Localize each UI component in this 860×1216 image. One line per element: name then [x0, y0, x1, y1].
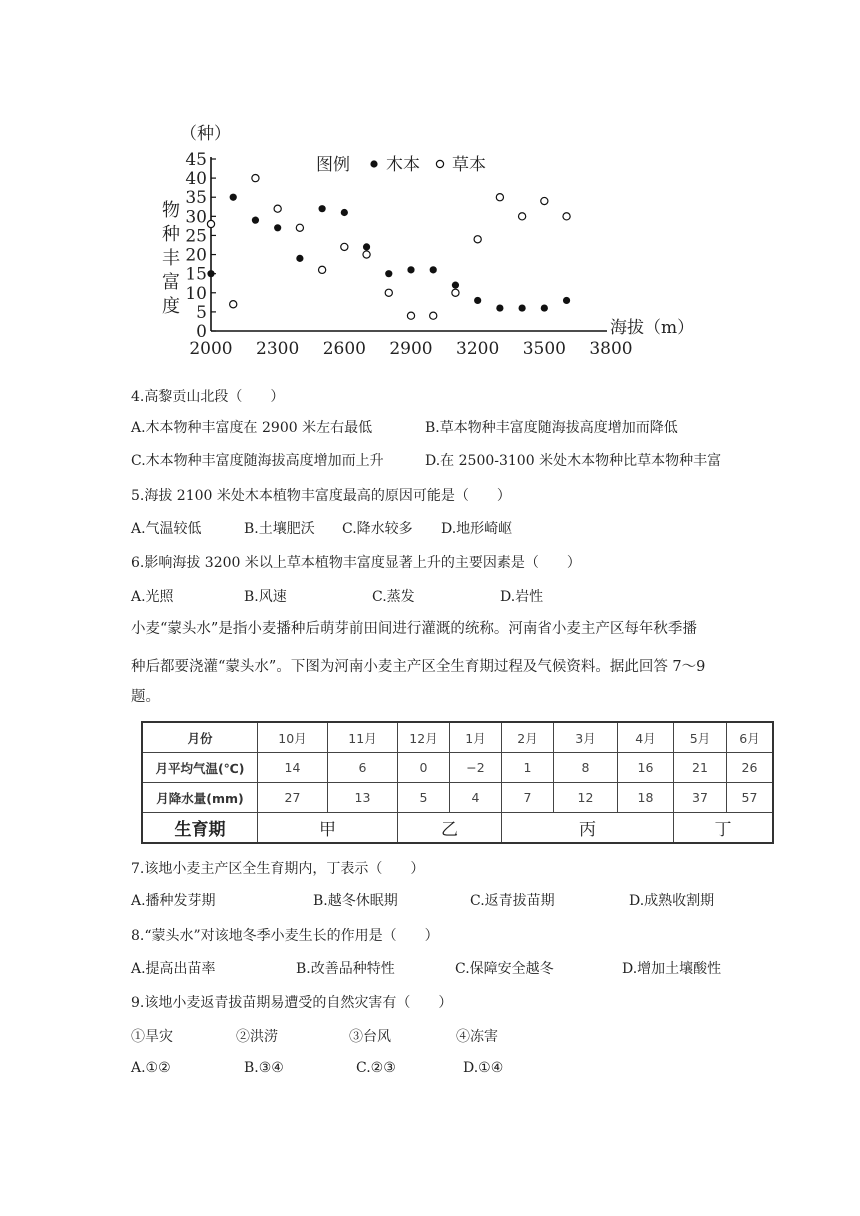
q8-option-b[interactable]: B.改善品种特性 — [296, 961, 395, 977]
temperature-row — [142, 753, 773, 783]
precipitation-cell: 13 — [328, 783, 398, 813]
stage-cell-ding: 丁 — [674, 813, 774, 844]
legend-marker-herb — [436, 160, 443, 167]
intro-line-2: 种后都要浇灌“蒙头水”。下图为河南小麦主产区全生育期过程及气候资料。据此回答 7～9 — [131, 659, 706, 675]
month-cell: 3月 — [554, 722, 618, 753]
q9-option-c[interactable]: C.②③ — [356, 1060, 396, 1076]
woody-point — [274, 224, 281, 231]
herb-point — [385, 289, 392, 296]
y-axis-label-char: 度 — [162, 296, 180, 317]
month-cell: 11月 — [328, 722, 398, 753]
data-points — [207, 175, 570, 320]
y-axis-label-char: 种 — [162, 224, 180, 245]
q4-option-a[interactable]: A.木本物种丰富度在 2900 米左右最低 — [131, 420, 373, 436]
woody-point — [519, 304, 526, 311]
woody-point — [341, 209, 348, 216]
herb-point — [474, 236, 481, 243]
herb-point — [452, 289, 459, 296]
x-tick-label: 2600 — [322, 339, 366, 359]
herb-point — [563, 213, 570, 220]
month-cell: 4月 — [618, 722, 674, 753]
herb-point — [496, 194, 503, 201]
climate-table-wrapper — [141, 721, 774, 844]
y-tick-label: 30 — [185, 207, 207, 228]
legend-label-woody: 木本 — [386, 155, 420, 175]
precipitation-cell: 18 — [618, 783, 674, 813]
q7-option-a[interactable]: A.播种发芽期 — [131, 893, 216, 909]
woody-point — [407, 266, 414, 273]
q4-option-c[interactable]: C.木本物种丰富度随海拔高度增加而上升 — [131, 453, 384, 469]
x-tick-label: 3500 — [522, 339, 566, 359]
q6-option-c[interactable]: C.蒸发 — [372, 589, 415, 605]
species-richness-chart — [150, 115, 710, 360]
woody-point — [385, 270, 392, 277]
precipitation-cell: 27 — [258, 783, 328, 813]
x-tick-label: 2300 — [256, 339, 300, 359]
temperature-cell: 0 — [398, 753, 450, 783]
q9-option-b[interactable]: B.③④ — [244, 1060, 284, 1076]
herb-point — [207, 220, 214, 227]
precipitation-row — [142, 783, 773, 813]
q8-option-a[interactable]: A.提高出苗率 — [131, 961, 216, 977]
woody-point — [452, 282, 459, 289]
precipitation-cell: 4 — [450, 783, 502, 813]
precipitation-cell: 5 — [398, 783, 450, 813]
herb-point — [230, 301, 237, 308]
x-tick-label: 2900 — [389, 339, 433, 359]
q7-option-b[interactable]: B.越冬休眠期 — [313, 893, 398, 909]
woody-point — [252, 217, 259, 224]
temperature-cell: 6 — [328, 753, 398, 783]
woody-point — [319, 205, 326, 212]
month-cell: 5月 — [674, 722, 727, 753]
herb-point — [341, 243, 348, 250]
intro-line-1: 小麦“蒙头水”是指小麦播种后萌芽前田间进行灌溉的统称。河南省小麦主产区每年秋季播 — [131, 621, 697, 637]
y-tick-label: 15 — [185, 264, 207, 285]
y-axis-label-char: 丰 — [162, 248, 180, 269]
herb-point — [296, 224, 303, 231]
precipitation-cell: 37 — [674, 783, 727, 813]
month-cell: 12月 — [398, 722, 450, 753]
y-tick-label: 25 — [185, 226, 207, 247]
q4-option-b[interactable]: B.草本物种丰富度随海拔高度增加而降低 — [425, 420, 678, 436]
growth-stage-row — [142, 813, 773, 844]
temperature-cell: 26 — [727, 753, 774, 783]
herb-point — [363, 251, 370, 258]
precipitation-cell: 57 — [727, 783, 774, 813]
herb-point — [319, 266, 326, 273]
climate-table — [141, 721, 774, 844]
q6-option-a[interactable]: A.光照 — [131, 589, 174, 605]
herb-point — [430, 312, 437, 319]
x-axis-label: 海拔（m） — [610, 318, 695, 338]
woody-point — [563, 297, 570, 304]
q8-option-d[interactable]: D.增加土壤酸性 — [622, 961, 722, 977]
q6-option-b[interactable]: B.风速 — [244, 589, 287, 605]
x-tick-label: 3200 — [456, 339, 500, 359]
question-9-stem: 9.该地小麦返青拔苗期易遭受的自然灾害有（ ） — [131, 995, 453, 1011]
stage-cell-bing: 丙 — [502, 813, 674, 844]
chart-axes — [211, 157, 607, 331]
herb-point — [541, 197, 548, 204]
q8-option-c[interactable]: C.保障安全越冬 — [455, 961, 554, 977]
month-cell: 6月 — [727, 722, 774, 753]
y-tick-label: 20 — [185, 245, 207, 266]
woody-point — [296, 255, 303, 262]
temperature-row-label: 月平均气温(℃) — [142, 753, 258, 783]
legend-label-herb: 草本 — [452, 155, 486, 175]
q9-item-3: ③台风 — [349, 1029, 391, 1045]
q5-option-b[interactable]: B.土壤肥沃 — [244, 521, 315, 537]
temperature-cell: 8 — [554, 753, 618, 783]
legend — [316, 155, 486, 175]
x-tick-label: 3800 — [589, 339, 633, 359]
q6-option-d[interactable]: D.岩性 — [500, 589, 544, 605]
temperature-cell: 16 — [618, 753, 674, 783]
tick-labels — [185, 150, 632, 359]
q7-option-d[interactable]: D.成熟收割期 — [629, 893, 715, 909]
y-tick-label: 5 — [196, 302, 207, 323]
y-axis-label — [162, 200, 180, 317]
growth-stage-row-label: 生育期 — [142, 813, 258, 844]
q5-option-c[interactable]: C.降水较多 — [342, 521, 413, 537]
stage-cell-jia: 甲 — [258, 813, 398, 844]
precipitation-cell: 12 — [554, 783, 618, 813]
q9-option-d[interactable]: D.①④ — [463, 1060, 504, 1076]
woody-point — [474, 297, 481, 304]
q5-option-d[interactable]: D.地形崎岖 — [441, 521, 513, 537]
q9-item-1: ①旱灾 — [131, 1029, 173, 1045]
q9-item-4: ④冻害 — [456, 1029, 498, 1045]
y-tick-label: 45 — [185, 150, 207, 170]
temperature-cell: 21 — [674, 753, 727, 783]
precipitation-row-label: 月降水量(mm) — [142, 783, 258, 813]
question-6-stem: 6.影响海拔 3200 米以上草本植物丰富度显著上升的主要因素是（ ） — [131, 555, 581, 571]
woody-point — [230, 194, 237, 201]
temperature-cell: 14 — [258, 753, 328, 783]
temperature-cell: −2 — [450, 753, 502, 783]
month-cell: 1月 — [450, 722, 502, 753]
herb-point — [274, 205, 281, 212]
herb-point — [252, 175, 259, 182]
question-8-stem: 8.“蒙头水”对该地冬季小麦生长的作用是（ ） — [131, 928, 439, 944]
y-unit-label: （种） — [180, 124, 231, 144]
woody-point — [207, 270, 214, 277]
stage-cell-yi: 乙 — [398, 813, 502, 844]
y-axis-label-char: 富 — [162, 272, 180, 293]
woody-point — [363, 243, 370, 250]
month-cell: 2月 — [502, 722, 554, 753]
y-axis-label-char: 物 — [162, 200, 180, 221]
y-tick-label: 40 — [185, 169, 207, 190]
legend-title: 图例 — [316, 155, 350, 175]
q5-option-a[interactable]: A.气温较低 — [131, 521, 202, 537]
temperature-cell: 1 — [502, 753, 554, 783]
month-row-label: 月份 — [142, 722, 258, 753]
question-4-stem: 4.高黎贡山北段（ ） — [131, 389, 285, 405]
question-5-stem: 5.海拔 2100 米处木本植物丰富度最高的原因可能是（ ） — [131, 488, 511, 504]
woody-point — [496, 304, 503, 311]
precipitation-cell: 7 — [502, 783, 554, 813]
x-tick-label: 2000 — [189, 339, 233, 359]
q7-option-c[interactable]: C.返青拔苗期 — [470, 893, 555, 909]
herb-point — [519, 213, 526, 220]
q4-option-d[interactable]: D.在 2500-3100 米处木本物种比草本物种丰富 — [425, 453, 722, 469]
month-cell: 10月 — [258, 722, 328, 753]
intro-line-3: 题。 — [131, 689, 160, 705]
legend-marker-woody — [370, 160, 377, 167]
month-row — [142, 722, 773, 753]
q9-option-a[interactable]: A.①② — [131, 1060, 171, 1076]
y-tick-label: 0 — [196, 322, 207, 342]
q9-item-2: ②洪涝 — [236, 1029, 278, 1045]
woody-point — [541, 304, 548, 311]
herb-point — [407, 312, 414, 319]
y-tick-label: 10 — [185, 283, 207, 304]
y-tick-label: 35 — [185, 188, 207, 209]
question-7-stem: 7.该地小麦主产区全生育期内，丁表示（ ） — [131, 861, 425, 877]
woody-point — [430, 266, 437, 273]
